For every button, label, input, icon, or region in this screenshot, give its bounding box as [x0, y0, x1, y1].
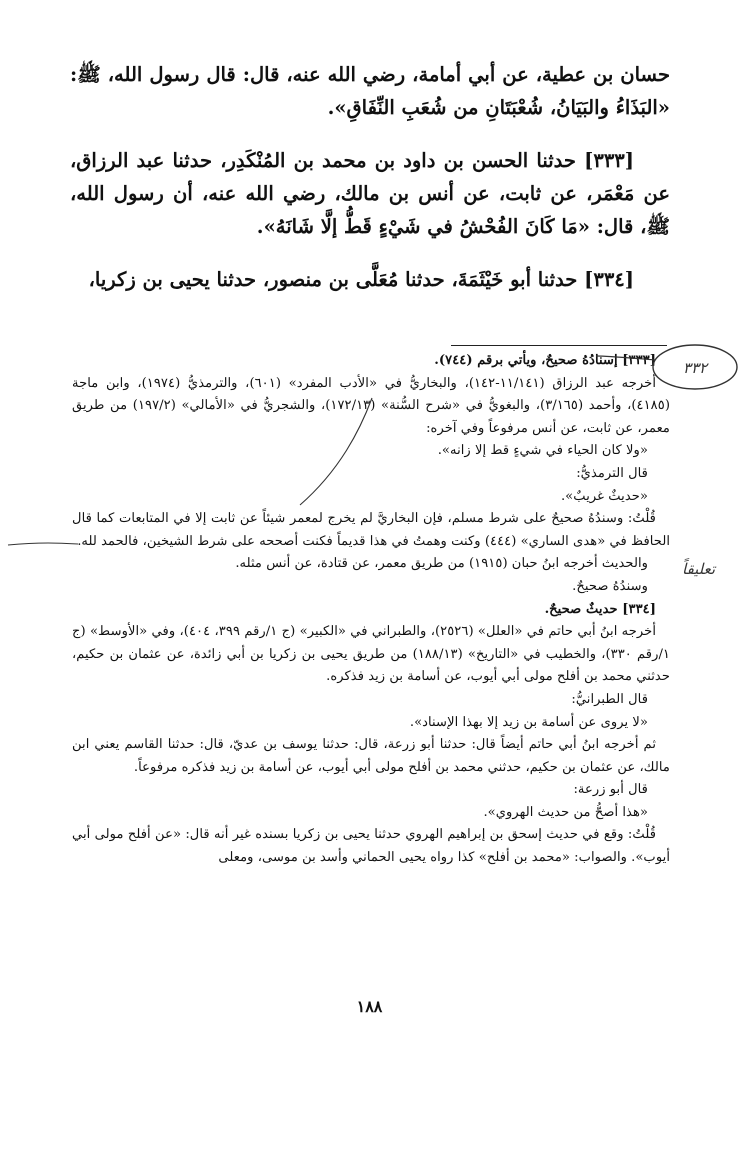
page-number: ١٨٨	[356, 997, 383, 1016]
pointer-stroke	[8, 543, 78, 545]
footnote-line: أخرجه عبد الرزاق (١١/١٤١-١٤٢)، والبخاريُّ في «الأدب المفرد» (٦٠١)، والترمذيُّ (١٩٧٤)، وابن ماجة (٤١٨٥)، وأحمد (٣/١٦٥)، والبغويُّ في «شرح السُّنة» (١٧٢/١٣)، والشجريُّ في «الأمالي» (١٩٧/٢) من طريق معمر، عن ثابت، عن أنس مرفوعاً وفي آخره:	[72, 375, 671, 436]
footnote-line: «حديثٌ غريبٌ».	[560, 488, 648, 504]
main-text	[70, 58, 670, 296]
footnote-line: والحديث أخرجه ابنُ حبان (١٩١٥) من طريق معمر، عن قتادة، عن أنس مثله.	[235, 556, 648, 572]
footnote-line: «لا يروى عن أسامة بن زيد إلا بهذا الإسناد».	[409, 714, 648, 730]
circled-number-annotation: ٣٣٢	[682, 359, 708, 377]
footnote-line: «هذا أصحُّ من حديث الهروي».	[483, 804, 648, 820]
footnote-line: قُلْتُ: وقع في حديث إسحق بن إبراهيم الهروي حدثنا يحيى بن زكريا بسنده غير أنه قال: «عن أفلح مولى أبي أيوب». والصواب: «محمد بن أفلح» كذا رواه يحيى الحماني وأسد بن موسى، ومعلى	[72, 827, 670, 866]
footnote-line: [٣٣٣] إسنادُهُ صحيحٌ، ويأتي برقم (٧٤٤).	[434, 353, 656, 368]
footnote-line: [٣٣٤] حديثٌ صحيحٌ.	[544, 601, 656, 617]
footnote-line: وسندُهُ صحيحٌ.	[572, 578, 648, 594]
handwritten-margin-note: تعليقاً	[682, 560, 716, 578]
footnote-line: قال الطبرانيُّ:	[571, 691, 648, 707]
footnote-line: قال الترمذيُّ:	[576, 465, 648, 481]
main-paragraph: [٣٣٣] حدثنا الحسن بن داود بن محمد بن المُنْكَدِر، حدثنا عبد الرزاق، عن مَعْمَر، عن ثابت، عن أنس بن مالك، رضي الله عنه، أن رسول الله، ﷺ، قال: «مَا كَانَ الفُحْشُ في شَيْءٍ قَطُّ إلَّا شَانَهُ».	[70, 149, 670, 238]
footnote-line: أخرجه ابنُ أبي حاتم في «العلل» (٢٥٢٦)، والطبراني في «الكبير» (ج ١/رقم ٣٩٩، ٤٠٤)، وفي «الأوسط» (ج ١/رقم ٣٣٠)، والخطيب في «التاريخ» (١٨٨/١٣) من طريق يحيى بن زكريا بن أبي زائدة، عن عثمان بن حكيم، حدثني محمد بن أفلح مولى أبي أيوب، عن أسامة بن زيد فذكره.	[72, 624, 671, 685]
footnote-line: ثم أخرجه ابنُ أبي حاتم أيضاً قال: حدثنا أبو زرعة، قال: حدثنا يوسف بن عديّ، قال: حدثنا القاسم يعني ابن مالك، عن عثمان بن حكيم، حدثني محمد بن أفلح مولى أبي أيوب، عن أسامة بن زيد فذكره مرفوعاً.	[72, 737, 670, 775]
footnote-line: «ولا كان الحياء في شيءٍ قط إلا زانه».	[437, 443, 648, 459]
footnote-separator	[451, 345, 667, 346]
footnote-line: قُلْتُ: وسندُهُ صحيحٌ على شرط مسلم، فإن البخاريَّ لم يخرج لمعمر شيئاً عن ثابت إلا في المتابعات كما قال الحافظ في «هدى الساري» (٤٤٤) وكنت وهمتُ في هذا قديماً فكنت أصححه على شرط الشيخين، فالحمد لله.	[72, 511, 670, 549]
footnote-line: قال أبو زرعة:	[573, 782, 648, 798]
main-paragraph: [٣٣٤] حدثنا أبو خَيْثَمَةَ، حدثنا مُعَلَّى بن منصور، حدثنا يحيى بن زكريا،	[88, 268, 634, 291]
main-paragraph: حسان بن عطية، عن أبي أمامة، رضي الله عنه، قال: قال رسول الله، ﷺ: «البَذَاءُ والبَيَانُ، شُعْبَتَانِ من شُعَبِ النِّفَاقِ».	[70, 63, 670, 119]
footnotes	[72, 350, 670, 870]
